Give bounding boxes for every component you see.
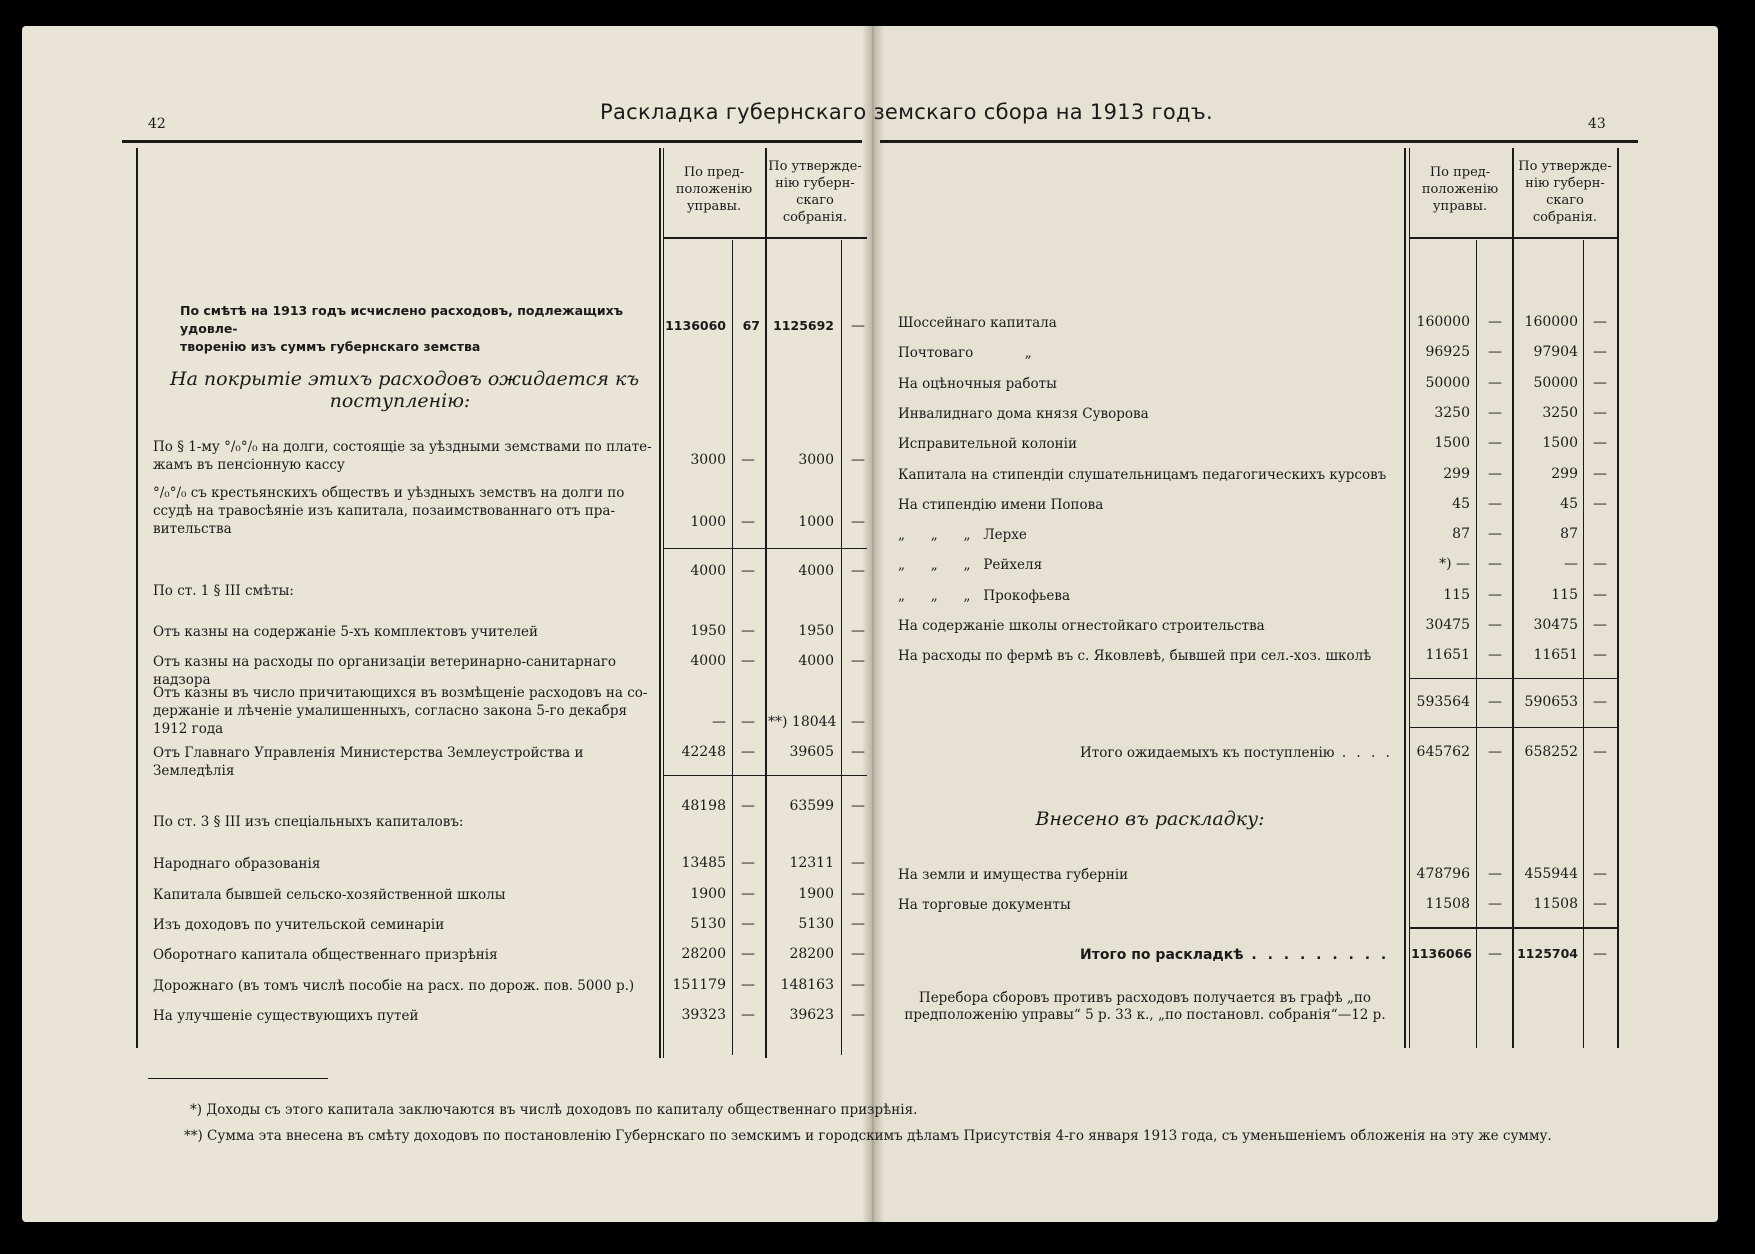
left-header-sobranie: По утвержде- нію губерн- скаго собранія.: [768, 159, 862, 225]
right-itogo-ozhid-uprava: 645762: [1416, 744, 1470, 760]
left-row-uprava: 1950: [690, 623, 726, 639]
left-row-sobranie: 4000: [798, 563, 834, 579]
right-row-label: На расходы по фермѣ въ с. Яковлевѣ, бывшей при сел.-хоз. школѣ: [898, 648, 1372, 665]
left-row-d2: —: [851, 886, 865, 902]
left-row-d2: —: [851, 623, 865, 639]
left-row-uprava: 48198: [681, 798, 726, 814]
right-row-d2: —: [1593, 314, 1607, 330]
left-row-d1: —: [741, 452, 755, 468]
right-col-divider: [1404, 148, 1406, 1048]
right-subtotal-d2: —: [1593, 694, 1607, 710]
left-row-sobranie: 3000: [798, 452, 834, 468]
right-itogo-ozhid-d1: —: [1488, 744, 1502, 760]
left-row-d2: —: [851, 916, 865, 932]
right-raskl-row-sobranie: 455944: [1524, 866, 1578, 882]
left-row-d1: —: [741, 798, 755, 814]
left-row-sobranie: 63599: [789, 798, 834, 814]
footnote-1: *) Доходы съ этого капитала заключаются въ числѣ доходовъ по капиталу общественнаго призрѣнія.: [190, 1102, 918, 1118]
right-itogo-raskl-label: Итого по раскладкѣ . . . . . . . . .: [1080, 947, 1390, 963]
left-header-underline: [663, 237, 867, 239]
left-row-label: Капитала бывшей сельско-хозяйственной школы: [153, 887, 506, 903]
left-row-uprava: 5130: [690, 916, 726, 932]
left-total-kop2: —: [851, 318, 865, 334]
right-row-d1: —: [1488, 314, 1502, 330]
left-row-label: На улучшеніе существующихъ путей: [153, 1008, 419, 1024]
left-row-label: По ст. 1 § III смѣты:: [153, 583, 294, 599]
right-row-uprava: 11651: [1425, 647, 1470, 664]
left-row-d2: —: [851, 855, 865, 871]
top-rule-left: [122, 140, 862, 143]
right-header-uprava: По пред- положенію управы.: [1421, 165, 1499, 214]
right-row-sobranie: 115: [1551, 586, 1578, 603]
left-row-uprava: 4000: [690, 563, 726, 579]
left-row-d2: —: [851, 946, 865, 962]
left-row-d2: —: [851, 714, 865, 730]
right-row-d2: —: [1593, 495, 1607, 512]
left-row-d1: —: [741, 886, 755, 902]
left-row-d1: —: [741, 653, 755, 669]
right-row-uprava: 45: [1452, 495, 1470, 512]
left-row-d2: —: [851, 798, 865, 814]
right-row-sobranie: 97904: [1533, 344, 1578, 361]
left-row-uprava: 13485: [681, 855, 726, 871]
right-row-sobranie: 1500: [1542, 435, 1578, 452]
left-row-d2: —: [851, 977, 865, 993]
right-row-label: На содержаніе школы огнестойкаго строительства: [898, 618, 1265, 634]
left-row-d2: —: [851, 514, 865, 530]
right-itogo-raskl-d1: —: [1488, 946, 1502, 962]
right-row-d1: —: [1488, 556, 1502, 573]
top-rule-right: [880, 140, 1638, 143]
left-row-label: По § 1-му °/₀°/₀ на долги, состоящіе за уѣздными земствами по плате- жамъ въ пенсіонную кассу: [153, 439, 652, 473]
right-row-sobranie: 50000: [1533, 374, 1578, 391]
page-number-left: 42: [148, 116, 166, 132]
left-kop-divider-2: [841, 240, 842, 1055]
right-outer-border: [1617, 148, 1619, 1048]
right-raskl-row-sobranie: 11508: [1533, 896, 1578, 912]
page-number-right: 43: [1588, 116, 1606, 132]
right-row-sobranie: —: [1564, 556, 1578, 573]
right-subtotal-uprava: 593564: [1416, 694, 1470, 710]
left-row-sobranie: 1950: [798, 623, 834, 639]
right-row-d1: —: [1488, 344, 1502, 361]
right-row-sobranie: 45: [1560, 495, 1578, 512]
right-note: Перебора сборовъ противъ расходовъ получается въ графѣ „по предположенію управы“ 5 р. 33 к., „по постановл. собранія“—12 р.: [904, 990, 1386, 1023]
right-row-d2: —: [1593, 647, 1607, 664]
left-row-label: Дорожнаго (въ томъ числѣ пособіе на расх. по дорож. пов. 5000 р.): [153, 978, 635, 994]
left-row-label: По ст. 3 § III изъ спеціальныхъ капиталовъ:: [153, 814, 464, 830]
right-itogo-raskl-sobranie: 1125704: [1517, 946, 1578, 961]
right-row-d2: —: [1593, 617, 1607, 633]
right-row-sobranie: 87: [1560, 526, 1578, 543]
right-row-sobranie: 299: [1551, 465, 1578, 482]
right-row-d1: —: [1488, 526, 1502, 543]
left-row-uprava: 3000: [690, 452, 726, 468]
left-row-sobranie: 39605: [789, 744, 834, 760]
right-header-sobranie: По утвержде- нію губерн- скаго собранія.: [1518, 159, 1612, 225]
right-raskl-row-d2: —: [1593, 866, 1607, 882]
left-row-sobranie: 1900: [798, 886, 834, 902]
left-header-uprava: По пред- положенію управы.: [675, 165, 753, 214]
right-row-d2: —: [1593, 404, 1607, 421]
right-itogo-ozhid-sobranie: 658252: [1524, 744, 1578, 760]
right-row-d1: —: [1488, 435, 1502, 452]
left-row-sobranie: 28200: [789, 946, 834, 962]
right-raskl-row-label: На торговые документы: [898, 897, 1071, 913]
right-row-sobranie: 11651: [1533, 647, 1578, 664]
right-row-d1: —: [1488, 374, 1502, 391]
left-subtotal-rule-1: [663, 548, 867, 549]
right-row-label: „ „ „ Рейхеля: [898, 557, 1043, 574]
left-col-divider: [659, 148, 661, 1058]
left-row-d1: —: [741, 514, 755, 530]
left-subtotal-rule-2: [663, 775, 867, 776]
left-row-d1: —: [741, 744, 755, 760]
left-row-d2: —: [851, 744, 865, 760]
right-subtotal-rule: [1409, 678, 1617, 679]
right-row-uprava: 160000: [1416, 314, 1470, 330]
left-row-sobranie: 4000: [798, 653, 834, 669]
left-total-label: По смѣтѣ на 1913 годъ исчислено расходовъ, подлежащихъ удовле- творенію изъ суммъ губернскаго земства: [180, 303, 624, 354]
left-row-label: °/₀°/₀ съ крестьянскихъ обществъ и уѣздныхъ земствъ на долги по ссудѣ на травосѣяніе изъ капитала, позаимствованнаго отъ пра- вительства: [153, 485, 625, 537]
left-row-label: Изъ доходовъ по учительской семинаріи: [153, 917, 445, 933]
right-itogo-raskl-d2: —: [1593, 946, 1607, 962]
left-row-sobranie: **) 18044: [768, 714, 837, 730]
left-total-sobranie: 1125692: [773, 318, 834, 333]
right-row-d1: —: [1488, 404, 1502, 421]
left-kop-divider-1: [732, 240, 733, 1055]
right-row-d1: —: [1488, 465, 1502, 482]
left-col-divider-2: [765, 148, 767, 1058]
left-row-uprava: —: [712, 714, 726, 730]
right-row-uprava: 30475: [1425, 617, 1470, 633]
right-raskl-row-uprava: 11508: [1425, 896, 1470, 912]
right-raskl-row-d1: —: [1488, 896, 1502, 912]
left-row-uprava: 4000: [690, 653, 726, 669]
left-row-d2: —: [851, 1007, 865, 1023]
right-heading-raskladka: Внесено въ раскладку:: [1035, 808, 1265, 830]
right-row-uprava: 115: [1443, 586, 1470, 603]
right-row-label: „ „ „ Прокофьева: [898, 587, 1071, 604]
left-row-sobranie: 39623: [789, 1007, 834, 1023]
right-row-label: Почтоваго „: [898, 345, 1032, 362]
right-row-label: На оцѣночныя работы: [898, 375, 1057, 392]
left-outer-border: [136, 148, 138, 1048]
left-row-d1: —: [741, 563, 755, 579]
right-row-d2: —: [1593, 465, 1607, 482]
right-row-sobranie: 30475: [1533, 617, 1578, 633]
left-total-uprava: 1136060: [665, 318, 726, 333]
right-subtotal-d1: —: [1488, 694, 1502, 710]
left-row-uprava: 28200: [681, 946, 726, 962]
left-row-sobranie: 148163: [780, 977, 834, 993]
right-itogo-rule: [1409, 727, 1617, 728]
left-row-label: Оборотнаго капитала общественнаго призрѣнія: [153, 947, 498, 963]
right-row-d1: —: [1488, 617, 1502, 633]
left-row-d1: —: [741, 855, 755, 871]
left-row-label: Отъ казны въ число причитающихся въ возмѣщеніе расходовъ на со- держаніе и лѣченіе умалишенныхъ, согласно закона 5-го декабря 1912 года: [153, 685, 648, 737]
left-row-d1: —: [741, 946, 755, 962]
right-row-sobranie: 160000: [1524, 314, 1578, 330]
right-header-underline: [1409, 237, 1617, 239]
right-row-d2: —: [1593, 586, 1607, 603]
right-raskl-row-label: На земли и имущества губерніи: [898, 867, 1129, 883]
footnote-2: **) Сумма эта внесена въ смѣту доходовъ по постановленію Губернскаго по земскимъ и городскимъ дѣламъ Присутствія 4-го января 1913 года, съ уменьшеніемъ обложенія на эту же сумму.: [184, 1128, 1552, 1144]
left-row-d1: —: [741, 623, 755, 639]
right-row-label: Капитала на стипендіи слушательницамъ педагогическихъ курсовъ: [898, 466, 1387, 483]
right-row-d2: —: [1593, 556, 1607, 573]
right-row-uprava: *) —: [1439, 556, 1470, 573]
right-row-uprava: 299: [1443, 465, 1470, 482]
right-raskl-row-d2: —: [1593, 896, 1607, 912]
right-subtotal-sobranie: 590653: [1524, 694, 1578, 710]
right-row-uprava: 96925: [1425, 344, 1470, 361]
right-row-label: Шоссейнаго капитала: [898, 315, 1057, 331]
left-row-label: Отъ казны на расходы по организаціи ветеринарно-санитарнаго надзора: [153, 654, 621, 688]
left-row-sobranie: 12311: [789, 855, 834, 871]
right-row-label: „ „ „ Лерхе: [898, 527, 1027, 544]
left-row-uprava: 151179: [672, 977, 726, 993]
right-row-uprava: 50000: [1425, 374, 1470, 391]
left-row-label: Народнаго образованія: [153, 856, 321, 872]
right-row-d2: —: [1593, 344, 1607, 361]
right-raskl-row-d1: —: [1488, 866, 1502, 882]
right-row-uprava: 1500: [1434, 435, 1470, 452]
left-row-d2: —: [851, 452, 865, 468]
left-row-uprava: 39323: [681, 1007, 726, 1023]
left-row-d1: —: [741, 977, 755, 993]
left-row-d1: —: [741, 714, 755, 730]
right-row-d1: —: [1488, 586, 1502, 603]
right-itogo-ozhid-label: Итого ожидаемыхъ къ поступленію . . . .: [1080, 745, 1393, 761]
right-row-sobranie: 3250: [1542, 404, 1578, 421]
right-row-uprava: 87: [1452, 526, 1470, 543]
right-raskl-rule: [1409, 927, 1617, 929]
right-itogo-raskl-uprava: 1136066: [1411, 946, 1472, 961]
left-row-uprava: 1900: [690, 886, 726, 902]
left-row-sobranie: 1000: [798, 514, 834, 530]
right-raskl-row-uprava: 478796: [1416, 866, 1470, 882]
right-row-label: На стипендію имени Попова: [898, 496, 1104, 513]
left-row-sobranie: 5130: [798, 916, 834, 932]
right-row-d1: —: [1488, 647, 1502, 664]
running-title: Раскладка губернскаго земскаго сбора на 1913 годъ.: [600, 100, 1213, 124]
left-row-d1: —: [741, 916, 755, 932]
right-row-d2: —: [1593, 374, 1607, 391]
left-row-label: Отъ казны на содержаніе 5-хъ комплектовъ учителей: [153, 624, 539, 640]
left-total-kop: 67: [742, 318, 760, 333]
right-row-label: Инвалиднаго дома князя Суворова: [898, 405, 1149, 422]
right-row-uprava: 3250: [1434, 404, 1470, 421]
right-row-d1: —: [1488, 495, 1502, 512]
left-row-d1: —: [741, 1007, 755, 1023]
right-itogo-ozhid-d2: —: [1593, 744, 1607, 760]
left-row-d2: —: [851, 653, 865, 669]
right-row-d2: —: [1593, 435, 1607, 452]
left-heading: На покрытіе этихъ расходовъ ожидается къ поступленію:: [170, 368, 639, 412]
left-row-uprava: 42248: [681, 744, 726, 760]
left-row-label: Отъ Главнаго Управленія Министерства Землеустройства и Земледѣлія: [153, 745, 588, 779]
footnote-rule: [148, 1078, 328, 1079]
right-row-label: Исправительной колоніи: [898, 436, 1078, 453]
left-row-uprava: 1000: [690, 514, 726, 530]
left-row-d2: —: [851, 563, 865, 579]
